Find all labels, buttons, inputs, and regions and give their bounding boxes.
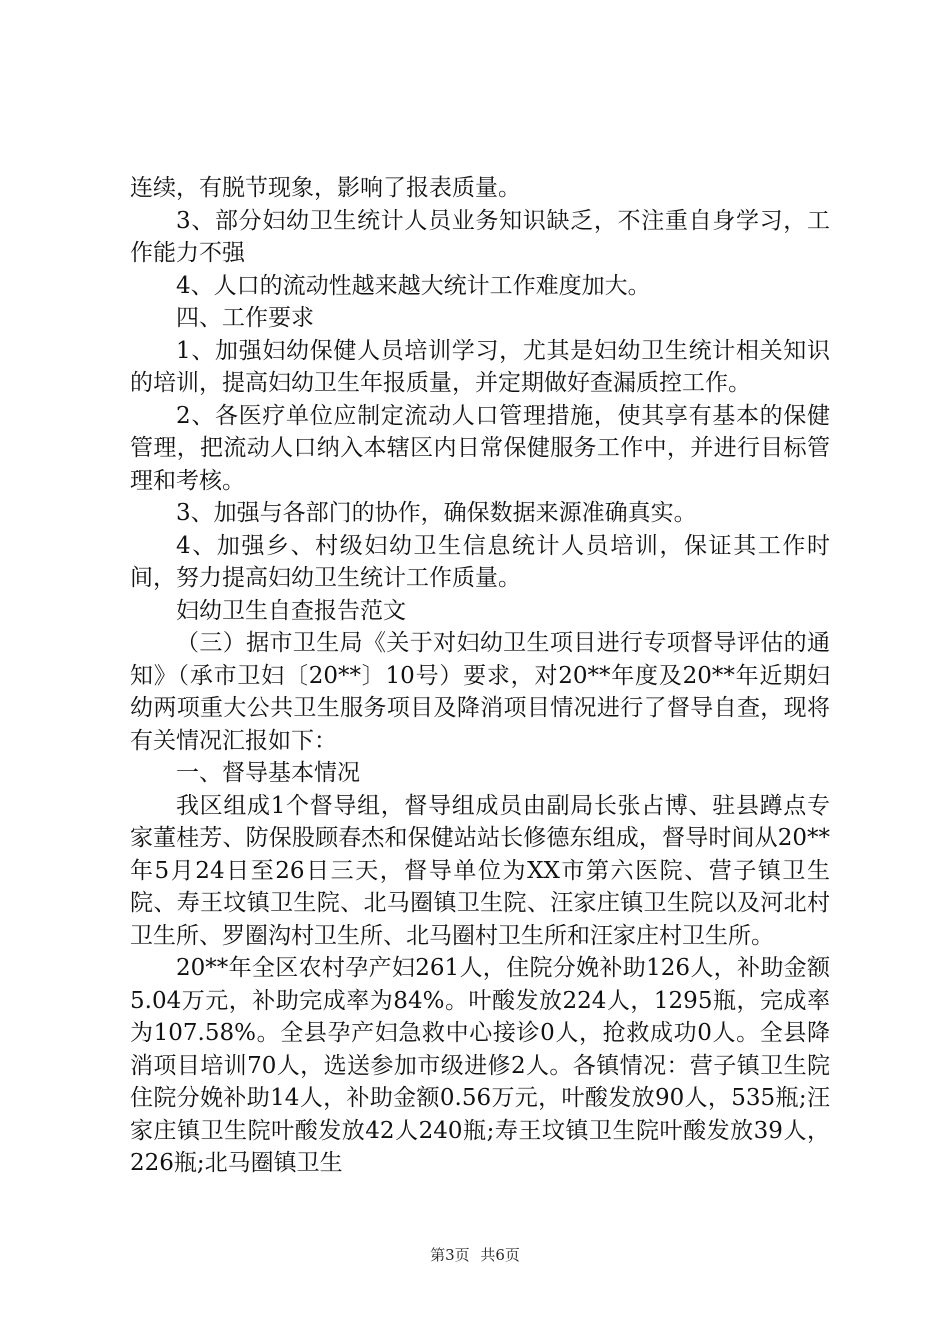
- paragraph: 连续，有脱节现象，影响了报表质量。: [130, 175, 521, 201]
- paragraph: 1、加强妇幼保健人员培训学习，尤其是妇幼卫生统计相关知识的培训，提高妇幼卫生年报质量，并定期做好查漏质控工作。: [130, 337, 830, 396]
- paragraph: 2、各医疗单位应制定流动人口管理措施，使其享有基本的保健管理，把流动人口纳入本辖区内日常保健服务工作中，并进行目标管理和考核。: [130, 402, 830, 494]
- paragraph: 4、加强乡、村级妇幼卫生信息统计人员培训，保证其工作时间，努力提高妇幼卫生统计工作质量。: [130, 532, 830, 591]
- paragraph: （三）据市卫生局《关于对妇幼卫生项目进行专项督导评估的通知》（承市卫妇〔20**〕10号）要求，对20**年度及20**年近期妇幼两项重大公共卫生服务项目及降消项目情况进行了督导自查，现将有关情况汇报如下：: [130, 630, 830, 754]
- paragraph: 我区组成1个督导组，督导组成员由副局长张占博、驻县蹲点专家董桂芳、防保股顾春杰和保健站站长修德东组成，督导时间从20**年5月24日至26日三天，督导单位为XX市第六医院、营子镇卫生院、寿王坟镇卫生院、北马圈镇卫生院、汪家庄镇卫生院以及河北村卫生所、罗圈沟村卫生所、北马圈村卫生所和汪家庄村卫生所。: [130, 792, 830, 949]
- paragraph: 3、部分妇幼卫生统计人员业务知识缺乏，不注重自身学习，工作能力不强: [130, 207, 830, 266]
- paragraph: 3、加强与各部门的协作，确保数据来源准确真实。: [176, 500, 697, 526]
- paragraph: 一、督导基本情况: [176, 760, 360, 786]
- document-body: [130, 172, 830, 1180]
- page-number: 第3页: [430, 1246, 470, 1264]
- page-total: 共6页: [480, 1246, 520, 1264]
- paragraph: 四、工作要求: [176, 305, 314, 331]
- paragraph: 4、人口的流动性越来越大统计工作难度加大。: [176, 272, 651, 299]
- page-footer: [0, 1244, 950, 1265]
- paragraph: 20**年全区农村孕产妇261人，住院分娩补助126人，补助金额5.04万元，补助完成率为84%。叶酸发放224人，1295瓶，完成率为107.58%。全县孕产妇急救中心接诊0人，抢救成功0人。全县降消项目培训70人，选送参加市级进修2人。各镇情况：营子镇卫生院住院分娩补助14人，补助金额0.56万元，叶酸发放90人，535瓶;汪家庄镇卫生院叶酸发放42人240瓶;寿王坟镇卫生院叶酸发放39人，226瓶;北马圈镇卫生: [130, 955, 830, 1176]
- paragraph: 妇幼卫生自查报告范文: [176, 597, 406, 624]
